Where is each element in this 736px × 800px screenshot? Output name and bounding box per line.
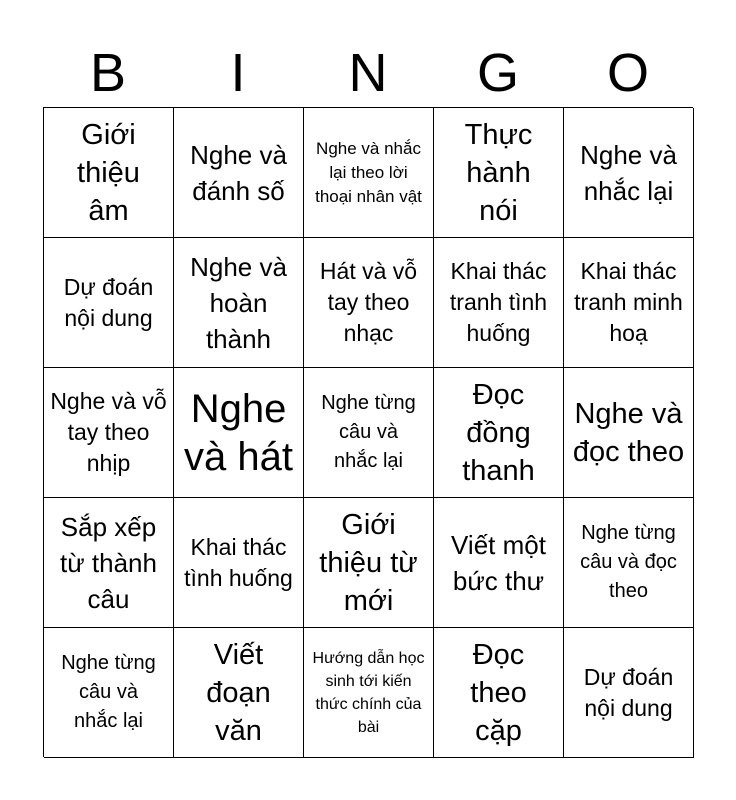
bingo-cell[interactable] — [304, 238, 434, 368]
bingo-cell[interactable] — [174, 498, 304, 628]
bingo-cell[interactable] — [44, 108, 174, 238]
bingo-cell[interactable] — [564, 628, 694, 758]
cell-text: Nghe từng câu và đọc theo — [580, 522, 677, 602]
bingo-cell[interactable] — [304, 628, 434, 758]
cell-text: Nghe và nhắc lại — [580, 139, 677, 206]
cell-text: Nghe và nhắc lại theo lời thoại nhân vật — [315, 138, 422, 206]
bingo-cell[interactable] — [564, 498, 694, 628]
cell-text: Nghe từng câu và nhắc lại — [61, 652, 156, 732]
bingo-cell[interactable] — [174, 368, 304, 498]
cell-text: Dự đoán nội dung — [63, 273, 154, 331]
cell-text: Dự đoán nội dung — [583, 663, 674, 721]
bingo-grid — [43, 107, 693, 757]
bingo-cell[interactable] — [564, 108, 694, 238]
cell-text: Nghe và hát — [184, 386, 293, 479]
bingo-cell[interactable] — [434, 628, 564, 758]
bingo-cell[interactable] — [434, 108, 564, 238]
cell-text: Nghe từng câu và nhắc lại — [321, 392, 416, 472]
bingo-cell[interactable] — [434, 498, 564, 628]
bingo-cell[interactable] — [434, 238, 564, 368]
cell-text: Viết đoạn văn — [206, 638, 271, 747]
cell-text: Nghe và đọc theo — [572, 397, 685, 468]
cell-text: Đọc đồng thanh — [462, 378, 535, 487]
bingo-cell[interactable] — [174, 108, 304, 238]
bingo-cell[interactable] — [44, 628, 174, 758]
cell-text: Giới thiệu từ mới — [319, 508, 418, 617]
bingo-cell[interactable] — [174, 628, 304, 758]
bingo-cell[interactable] — [434, 368, 564, 498]
bingo-cell[interactable] — [44, 238, 174, 368]
header-letter-o: O — [606, 43, 649, 103]
cell-text: Nghe và vỗ tay theo nhịp — [50, 388, 167, 476]
cell-text: Đọc theo cặp — [470, 638, 527, 747]
cell-text: Nghe và đánh số — [190, 139, 287, 206]
cell-text: Giới thiệu âm — [77, 118, 140, 227]
header-letter-i: I — [230, 43, 246, 103]
cell-text: Nghe và hoàn thành — [190, 251, 287, 354]
cell-text: Sắp xếp từ thành câu — [60, 511, 157, 614]
bingo-cell[interactable] — [44, 498, 174, 628]
header-letter-b: B — [89, 43, 127, 103]
cell-text: Thực hành nói — [464, 118, 533, 227]
cell-text: Khai thác tranh minh hoạ — [574, 258, 683, 346]
bingo-header — [43, 40, 693, 106]
bingo-cell[interactable] — [44, 368, 174, 498]
bingo-cell[interactable] — [174, 238, 304, 368]
cell-text: Khai thác tranh tình huống — [449, 258, 548, 346]
bingo-cell[interactable] — [564, 238, 694, 368]
header-letter-g: G — [476, 43, 519, 103]
cell-text: Hát và vỗ tay theo nhạc — [319, 258, 418, 346]
bingo-cell[interactable] — [304, 498, 434, 628]
bingo-cell[interactable] — [564, 368, 694, 498]
cell-text: Khai thác tình huống — [184, 533, 293, 591]
bingo-cell[interactable] — [304, 368, 434, 498]
bingo-cell[interactable] — [304, 108, 434, 238]
cell-text: Hướng dẫn học sinh tới kiến thức chính của bài — [312, 649, 425, 736]
header-letter-n: N — [348, 43, 388, 103]
cell-text: Viết một bức thư — [451, 529, 546, 596]
